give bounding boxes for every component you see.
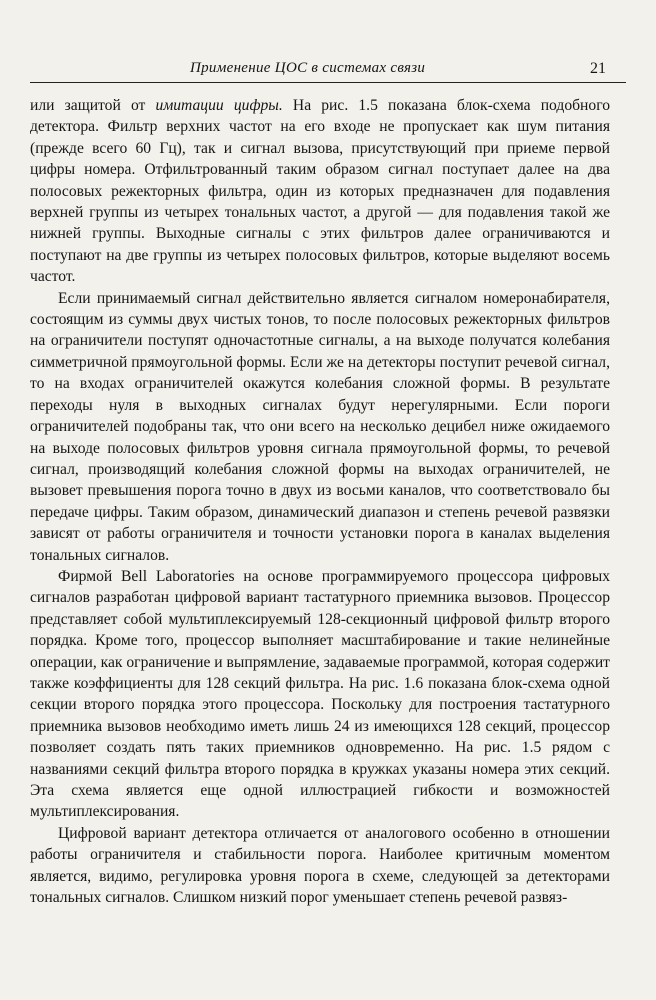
paragraph-3: Фирмой Bell Laboratories на основе программируемого процессора цифровых сигналов разработан цифровой вариант тастатурного приемника вызовов. Процессор представляет собой мультиплексируемый 128-секционный цифровой фильтр второго порядка. Кроме того, процессор выполняет масштабирование и такие нелинейные операции, как ограничение и выпрямление, задаваемые программой, которая содержит также коэффициенты для 128 секций фильтра. На рис. 1.6 показана блок-схема одной секции второго порядка этого процессора. Поскольку для построения тастатурного приемника вызовов необходимо иметь лишь 24 из имеющихся 128 секций, процессор позволяет создать пять таких приемников одновременно. На рис. 1.5 рядом с названиями секций фильтра второго порядка в кружках указаны номера этих секций. Эта схема является еще одной иллюстрацией гибкости и возможностей мультиплексирования.: [30, 567, 610, 821]
paragraph-1: [30, 95, 610, 288]
running-title: Применение ЦОС в системах связи: [190, 60, 426, 76]
header-rule: [30, 82, 626, 83]
page-header: [30, 60, 626, 84]
page-number: 21: [590, 60, 606, 77]
paragraph-1-italic: имитации цифры.: [155, 97, 283, 114]
paragraph-1-rest: На рис. 1.5 показана блок-схема подобного детектора. Фильтр верхних частот на его входе не пропускает как шум питания (прежде всего 60 Гц), так и сигнал вызова, присутствующий при приеме первой цифры номера. Отфильтрованный таким образом сигнал поступает далее на два полосовых режекторных фильтра, один из которых предназначен для подавления верхней группы из четырех тональных частот, а другой — для подавления такой же нижней группы. Выходные сигналы с этих фильтров далее ограничиваются и поступают на две группы из четырех полосовых фильтров, которые выделяют восемь частот.: [30, 97, 610, 286]
paragraph-1-start: или защитой от: [30, 97, 156, 114]
paragraph-2: Если принимаемый сигнал действительно является сигналом номеронабирателя, состоящим из суммы двух чистых тонов, то после полосовых режекторных фильтров на ограничители поступят одночастотные сигналы, а на выходе получатся колебания симметричной прямоугольной формы. Если же на детекторы поступит речевой сигнал, то на входах ограничителей окажутся колебания сложной формы. В результате переходы нуля в выходных сигналах будут нерегулярными. Если пороги ограничителей подобраны так, что они всего на несколько децибел ниже ожидаемого на выходе полосовых фильтров уровня сигнала прямоугольной формы, то речевой сигнал, производящий колебания сложной формы на выходах ограничителей, не вызовет превышения порога точно в двух из восьми каналов, что соответствовало бы передаче цифры. Таким образом, динамический диапазон и степень речевой развязки зависят от работы ограничителя и точности установки порога в каналах выделения тональных сигналов.: [30, 289, 610, 564]
paragraph-4: Цифровой вариант детектора отличается от аналогового особенно в отношении работы ограничителя и стабильности порога. Наиболее критичным моментом является, видимо, регулировка уровня порога в схеме, следующей за детекторами тональных сигналов. Слишком низкий порог уменьшает степень речевой развяз-: [30, 824, 610, 907]
body-text: [30, 95, 610, 908]
